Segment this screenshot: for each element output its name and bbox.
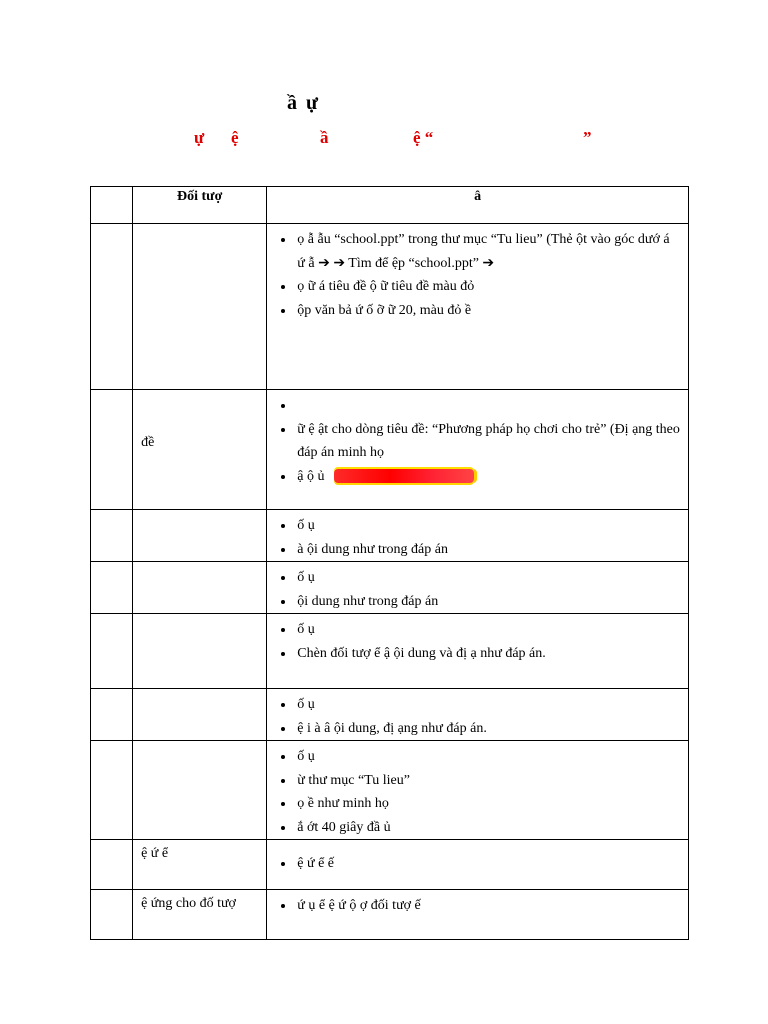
list-item: • ố ụ xyxy=(295,693,680,717)
table-row xyxy=(91,689,689,741)
row-object-cell xyxy=(133,224,267,390)
list-item: • ệ i à â ội dung, đị ạng như đáp án. xyxy=(295,717,680,741)
list-item: • ố ụ xyxy=(295,566,680,590)
list-item: • ứ ụ ể ệ ứ ộ ợ đối tượ ế xyxy=(295,894,680,918)
row-requirement-cell xyxy=(267,614,689,689)
table-row xyxy=(91,562,689,614)
list-item: • ậ ộ ủ xyxy=(295,465,680,489)
list-item: • Chèn đối tượ ể ậ ội dung và đị ạ như đáp án. xyxy=(295,642,680,666)
list-item: • ố ụ xyxy=(295,745,680,769)
table-header-row xyxy=(91,187,689,224)
table-row xyxy=(91,890,689,940)
row-index-cell xyxy=(91,741,133,840)
row-object-cell xyxy=(133,614,267,689)
page-title: ầ ự xyxy=(287,92,321,114)
row-object-cell xyxy=(133,510,267,562)
list-item: • ọ ữ á tiêu đề ộ ữ tiêu đề màu đỏ xyxy=(295,275,680,299)
list-item: • ọ ẫ ẫu “school.ppt” trong thư mục “Tu lieu” (Thẻ ột vào góc dướ á ứ ẫ ➔ ➔ Tìm để ệp “school.ppt” ➔ xyxy=(295,228,680,275)
row-index-cell xyxy=(91,224,133,390)
requirements-table xyxy=(90,186,689,940)
list-item: • ừ thư mục “Tu lieu” xyxy=(295,769,680,793)
row-object-cell xyxy=(133,689,267,741)
list-item xyxy=(295,394,680,418)
list-item: • ắ ớt 40 giây đầ ủ xyxy=(295,816,680,840)
row-index-cell xyxy=(91,510,133,562)
table-row xyxy=(91,614,689,689)
row-requirement-cell xyxy=(267,510,689,562)
header-cell-index xyxy=(91,187,133,224)
row-index-cell xyxy=(91,562,133,614)
subtitle-part-1: ự xyxy=(194,128,205,147)
redacted-scribble xyxy=(334,469,474,483)
list-item: • ộp văn bả ứ ố ỡ ữ 20, màu đỏ ề xyxy=(295,299,680,323)
table-row xyxy=(91,840,689,890)
row-requirement-cell xyxy=(267,689,689,741)
list-item: • ữ ệ ật cho dòng tiêu đề: “Phương pháp họ chơi cho trẻ” (Đị ạng theo đáp án minh họ xyxy=(295,418,680,465)
table-row xyxy=(91,741,689,840)
subtitle-part-4: ệ “ xyxy=(413,128,434,147)
table-row xyxy=(91,224,689,390)
list-item: • ệ ứ ể ế xyxy=(295,852,680,876)
list-item: • ọ ề như minh họ xyxy=(295,792,680,816)
row-requirement-cell xyxy=(267,840,689,890)
list-item: • ố ụ xyxy=(295,618,680,642)
list-item: • ội dung như trong đáp án xyxy=(295,590,680,614)
row-index-cell xyxy=(91,390,133,510)
row-requirement-cell xyxy=(267,741,689,840)
row-requirement-cell xyxy=(267,890,689,940)
list-item: • à ội dung như trong đáp án xyxy=(295,538,680,562)
list-item: • ố ụ xyxy=(295,514,680,538)
row-object-cell: ệ ứng cho đố tượ xyxy=(133,890,267,940)
subtitle-part-5: ” xyxy=(583,128,592,147)
subtitle-part-2: ệ xyxy=(231,128,239,147)
row-index-cell xyxy=(91,840,133,890)
header-cell-object: Đối tượ xyxy=(133,187,267,224)
subtitle-part-3: ầ xyxy=(320,128,329,147)
header-cell-requirement: â xyxy=(267,187,689,224)
row-object-cell xyxy=(133,562,267,614)
table-row xyxy=(91,390,689,510)
row-requirement-cell xyxy=(267,390,689,510)
row-requirement-cell xyxy=(267,224,689,390)
row-object-cell: ệ ứ ể xyxy=(133,840,267,890)
row-requirement-cell xyxy=(267,562,689,614)
row-index-cell xyxy=(91,614,133,689)
table-row xyxy=(91,510,689,562)
row-object-cell xyxy=(133,741,267,840)
row-object-cell: đề xyxy=(133,390,267,510)
row-index-cell xyxy=(91,890,133,940)
row-index-cell xyxy=(91,689,133,741)
